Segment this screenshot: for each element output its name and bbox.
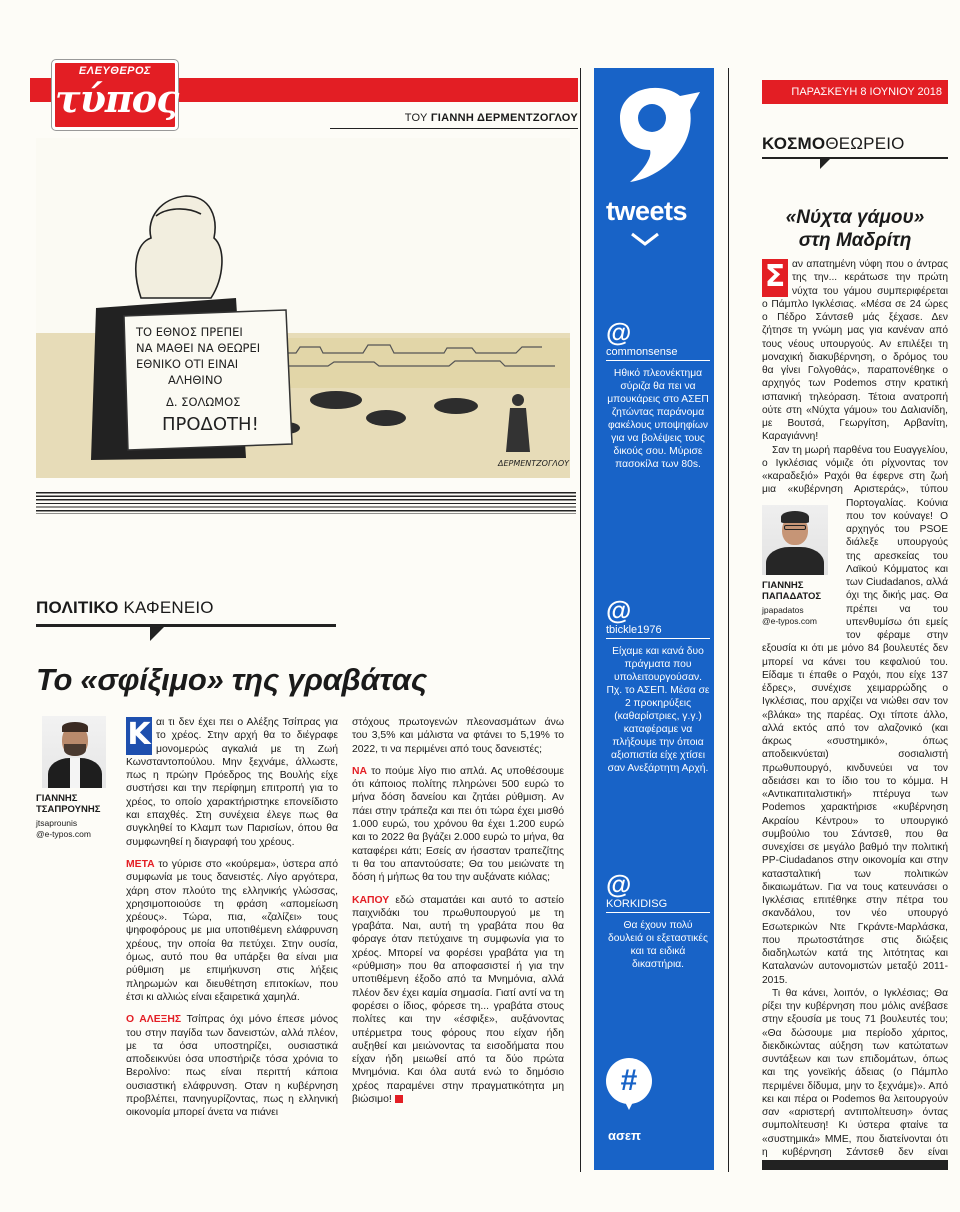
sign-line-3: ΕΘΝΙΚΟ ΟΤΙ ΕΙΝΑΙ [136,357,239,371]
paragraph-4: στόχους πρωτογενών πλεονασμάτων άνω του 3,5% και μάλιστα να φτάνει το 5,19% το 2022, τι να περιμένει από τους δανειστές; [352,717,564,755]
chevron-down-icon [630,232,660,246]
author-photo-tsaprounis [42,716,106,788]
paragraph-r2-text-a: Σαν τη μωρή παρθένα του Ευαγγελίου, ο Ιγκλέσιας νόμιζε ότι ρίχνοντας τον «καραδεξιό» Ραχόι θα έφερνε στη ζωή μια «κυβέρνηση Αριστεράς», τύπου [762,444,948,496]
tweet-item[interactable] [606,870,710,971]
paragraph-5-text: το πούμε λίγο πιο απλά. Ας υποθέσουμε ότι κάποιος πολίτης πληρώνει 500 ευρώ το μήνα δόση δανείου και ζητάει ρύθμιση. Αν πάει στην τράπεζα και πει ότι τώρα έχει μισθό 1.000 ευρώ, του χρόνου θα έχει 1.200 ευρώ και το 2022 θα βγάζει 2.000 ευρώ το μήνα, θα καταφέρει κάτι; Εσείς αν ήσασταν τραπεζίτης τι θα του απαντούσατε; Θα του μειώνατε τη δόση ή μήπως θα του την αυξάνατε κιόλας; [352,765,564,884]
author-handle[interactable]: jtsaprounis [36,818,78,828]
paragraph-5-lead: ΝΑ [352,765,368,777]
author-handle[interactable]: jpapadatos [762,604,804,615]
article-column-1 [126,716,338,1129]
paragraph-2-lead: ΜΕΤΑ [126,858,155,870]
article-column-right [762,258,948,1172]
author-rule [330,128,578,129]
paragraph-r1 [762,258,948,444]
logo-big-text: τύπος [55,76,179,121]
dropcap: Σ [762,259,788,297]
tweet-handle[interactable]: commonsense [606,346,710,361]
paragraph-3 [126,1013,338,1119]
article-headline-right [762,206,948,252]
section-title-bold: ΠΟΛΙΤΙΚΟ [36,598,119,617]
column-divider-left [580,68,581,1172]
decorative-stripes [36,492,576,514]
at-icon: @ [606,317,632,347]
issue-date: ΠΑΡΑΣΚΕΥΗ 8 ΙΟΥΝΙΟΥ 2018 [762,80,948,104]
paragraph-3-text: Τσίπρας όχι μόνο έπεσε μόνος του στην παγίδα των δανειστών, αλλά πλέον, με τα όσα υποστηρίζει, ουσιαστικά αποδεικνύει όσα υποστήριζε τόσα χρόνια το Βερολίνο: πως είναι περιττή κάποια ουσιαστική ελάφρυνση. Οταν η κυβέρνηση προβλέπει, πανηγυρίζοντας, πως η ελληνική οικονομία μπορεί άνετα να πιάνει [126,1014,338,1119]
bird-icon [600,78,708,188]
tweet-text: Είχαμε και κανά δυο πράγματα που υπολειτουργούσαν. Πχ. το ΑΣΕΠ. Μέσα σε 2 προκηρύξεις (καθαρίστριες, γ.γ.) καταφέραμε να πλήξουμε την όποια αξιοπιστία είχε χτίσει σαν Ανεξάρτητη Αρχή. [606,646,710,774]
cartoon-author-line [330,112,578,124]
logo-small-text: ΕΛΕΥΘΕΡΟΣ [78,65,152,77]
at-icon: @ [606,595,632,625]
newspaper-logo[interactable] [52,60,178,130]
paragraph-6-lead: ΚΑΠΟΥ [352,894,390,906]
sign-graffiti: ΠΡΟΔΟΤΗ! [162,414,259,435]
sign-author: Δ. ΣΟΛΩΜΟΣ [166,395,241,409]
paragraph-r1-text: αν απατημένη νύφη που ο άντρας της την... κεράτωσε την πρώτη νύχτα του γάμου συμπεριφέρεται ο Πάμπλο Ιγκλέσιας. «Μέσα σε 24 ώρες ο Πέδρο Σάντσεθ μάς ξέχασε. Δεν ζήτησε τη γνώμη μας για κανέναν από τους νέους υπουργούς. Αν επιλέξει τη μοναχική διακυβέρνηση, ο δρόμος του θα γίνει Γολγοθάς», παραπονέθηκε ο αρχηγός των Podemos στην κρατική ισπανική τηλεόραση. Τέτοια ανατροπή ούτε στη «Νύχτα γάμου» του Δαλιανίδη, με Βουτσά, Γεωργίτση, Αρβανίτη, Καραγιάννη! [762,259,948,443]
paragraph-r2 [762,444,948,987]
author-box-left [36,716,118,840]
end-mark [395,1095,403,1103]
paragraph-r2-text-b: Πορτογαλίας. Κούνια που τον κούναγε! Ο αρχηγός του PSOE διάλεξε υπουργούς της αρεσκείας του Λαϊκού Κόμματος και των Ciudadanos, αλλά όχι της δικής μας. Θα πρέπει να του υπενθυμίσω ότι εμείς τον φέραμε στην εξουσία κι ότι με μόνο 84 βουλευτές δεν μπορεί να κάνει του κεφαλιού του. Είδαμε τι έπαθε ο Ραχόι, που είχε 137 έδρες», συνέχισε χειμαρρώδης ο Ιγκλέσιας, που αρχίζει να νιώθει σαν τον «βλάκα» της παρέας. Οχι τίποτε άλλο, αλλά εκτός από τον αλαζονικό (και άκρως «συστημικό», όπως αποδεικνύεται) σοσιαλιστή πρωθυπουργό, κινδυνεύει να τον αδειάσει και το ίδιο του το κόμμα. Η «Αντικαπιταλιστική» πτέρυγα των Podemos χαρακτήρισε «κυβέρνηση Ακραίου Κέντρου» το υπουργικό συμβούλιο του Σάντσεθ, που θα συνεχίσει σε μεγάλο βαθμό την πολιτική PP-Ciudadanos στην οικονομία και στην κατασταλτική των πολιτικών δικαιωμάτων. Για να τους κατευνάσει ο Ιγκλέσιας επιτέθηκε στην πέτρα του σκανδάλου, τον νέο υπουργό Εσωτερικών Ντε Γκράντε-Μαρλάσκα, που πρωτοστάτησε στις διώξεις διαδηλωτών κατά της λιτότητας και Καταλανών αυτονομιστών μεταξύ 2011-2015. [762,497,948,986]
hashtag-label[interactable]: ασεπ [608,1128,642,1143]
article-headline: Το «σφίξιμο» της γραβάτας [36,662,427,697]
section-title-rest: ΘΕΩΡΕΙΟ [825,134,905,153]
paragraph-5 [352,765,564,885]
author-email[interactable]: @e-typos.com [762,615,817,626]
column-divider-right [728,68,729,1172]
paragraph-2 [126,858,338,1004]
sign-line-1: ΤΟ ΕΘΝΟΣ ΠΡΕΠΕΙ [136,325,243,339]
sign-line-2: ΝΑ ΜΑΘΕΙ ΝΑ ΘΕΩΡΕΙ [136,341,261,355]
bottom-band [762,1160,948,1170]
tweet-text: Θα έχουν πολύ δουλειά οι εξεταστικές και τα ειδικά δικαστήρια. [608,920,708,970]
author-photo-papadatos [762,505,828,575]
sign-line-4: ΑΛΗΘΙΝΟ [168,373,223,387]
section-notch [820,159,830,169]
section-title-rest: ΚΑΦΕΝΕΙΟ [118,598,214,617]
tweet-handle[interactable]: tbickle1976 [606,624,710,639]
paragraph-1 [126,716,338,849]
at-icon: @ [606,869,632,899]
headline-line-2: στη Μαδρίτη [798,230,912,251]
cartoon-author: ΓΙΑΝΝΗ ΔΕΡΜΕΝΤΖΟΓΛΟΥ [430,112,578,124]
section-notch [150,627,164,641]
hashtag-pin [622,1096,636,1110]
tweets-title: tweets [606,196,688,226]
hashtag-icon: # [606,1058,652,1104]
cartoon-horizon [256,338,570,388]
paragraph-3-lead: Ο ΑΛΕΞΗΣ [126,1014,182,1026]
section-title-kosmotheoreio [762,134,905,154]
author-name: ΓΙΑΝΝΗΣ ΤΣΑΠΡΟΥΝΗΣ [36,793,101,815]
section-bar [36,624,336,627]
paragraph-2-text: το γύρισε στο «κούρεμα», ύστερα από συμφωνία με τους δανειστές. Λίγο αργότερα, χάρη στον πλούτο της ελληνικής γλώσσας, χρησιμοποιούσε τη φράση «απομείωση χρέους». Τώρα, πια, «ζαλίζει» τους ψηφοφόρους με μια υποτιθέμενη ελάφρυνση χρέους, την οποία θα πετύχει. Στην ουσία, όμως, αυτό που θα υπάρξει θα είναι μια ρύθμιση με επιμήκυνση στις λήξεις πληρωμών και διευθέτηση επιτοκίων, που έτσι κι αλλιώς είναι εξαιρετικά χαμηλά. [126,858,338,1003]
tweet-item[interactable] [606,318,710,471]
tweet-text: Ηθικό πλεονέκτημα σύριζα θα πει να μπουκάρεις στο ΑΣΕΠ ζητώντας παράνομα φακέλους υποψηφίων για να βολέψεις τους δικούς σου. Μύρισε πασοκίλα των 80s. [607,368,709,470]
paragraph-r3 [762,987,948,1173]
tweet-item[interactable] [606,596,710,775]
tweet-handle[interactable]: KORKIDISG [606,898,710,913]
author-box-right [762,505,840,627]
paragraph-r3-text: Τι θα κάνει, λοιπόν, ο Ιγκλέσιας; Θα ρίξει την κυβέρνηση που μόλις ανέβασε στην εξουσία με τους 71 βουλευτές του; «Θα δώσουμε μια περίοδο χάριτος, διεκδικώντας αύξηση των κατώτατων συντάξεων και των επιδομάτων, όπως και της γονεϊκής άδειας (ο Πάμπλο περιμένει δίδυμα, μην το ξεχνάμε)». Από κει και πέρα οι Podemos θα λειτουργούν σαν «αριστερή αντιπολίτευση» όντας συμπολίτευση! Κι ύστερα φταίνε τα «συστημικά» ΜΜΕ, που διατείνονται ότι η κυβέρνηση Σάντσεθ δεν είναι [762,987,948,1158]
section-title-politiko [36,598,214,618]
cartoon-author-prefix: ΤΟΥ [404,112,431,124]
paragraph-1-text: αι τι δεν έχει πει ο Αλέξης Τσίπρας για το χρέος. Στην αρχή θα το διέγραφε μονομερώς αγκαλιά με τη Ζωή Κωνσταντοπούλου. Μην ξεχνάμε, άλλωστε, πως η πρώην Πρόεδρος της Βουλής είχε συστήσει και την περίφημη επιτροπή για το χρέος, το οποίο χαρακτήριστηκε επονείδιστο και επαχθές. Στη συνέχεια έλεγε πως θα συγκληθεί το Κλαμπ των Παρισίων, όπου θα συμφωνηθεί η διαγραφή του χρέους. [126,717,338,848]
dropcap: Κ [126,717,152,755]
section-title-bold: ΚΟΣΜΟ [762,134,826,153]
author-name: ΓΙΑΝΝΗΣ ΠΑΠΑΔΑΤΟΣ [762,579,822,602]
article-column-2 [352,716,564,1115]
section-bar [762,157,948,159]
cartoon-illustration [36,138,570,478]
paragraph-6 [352,894,564,1107]
author-email[interactable]: @e-typos.com [36,829,91,839]
cartoon-signature: ΔΕΡΜΕΝΤΖΟΓΛΟΥ [498,459,570,468]
paragraph-6-text: εδώ σταματάει και αυτό το αστείο παιχνιδάκι του πρωθυπουργού με τη γραβάτα. Ναι, αυτή τη γραβάτα που θα φόραγε όταν πετύχαινε τη συμφωνία για το χρέος. Μπορεί να φορέσει γραβάτα για τη «ρύθμιση» που θα αποφασιστεί ή για την υποτιθέμενη έξοδο από τα Μνημόνια, αλλά πλέον δεν έχει καμία σημασία. Γιατί αντί να τη φορέσει ο ίδιος, φόρεσε τη... γραβάτα στους πολίτες και την «έσφιξε», αυξάνοντας υπέρμετρα τους φόρους που είχαν ήδη αυξηθεί και μειώνοντας τα εισοδήματα που είχαν ήδη μειωθεί από τα δύο πρώτα Μνημόνια. Και όλα αυτά ενώ το δημόσιο χρέος παραμένει στην πραγματικότητα μη βιώσιμο! [352,894,564,1106]
headline-line-1: «Νύχτα γάμου» [785,207,925,228]
